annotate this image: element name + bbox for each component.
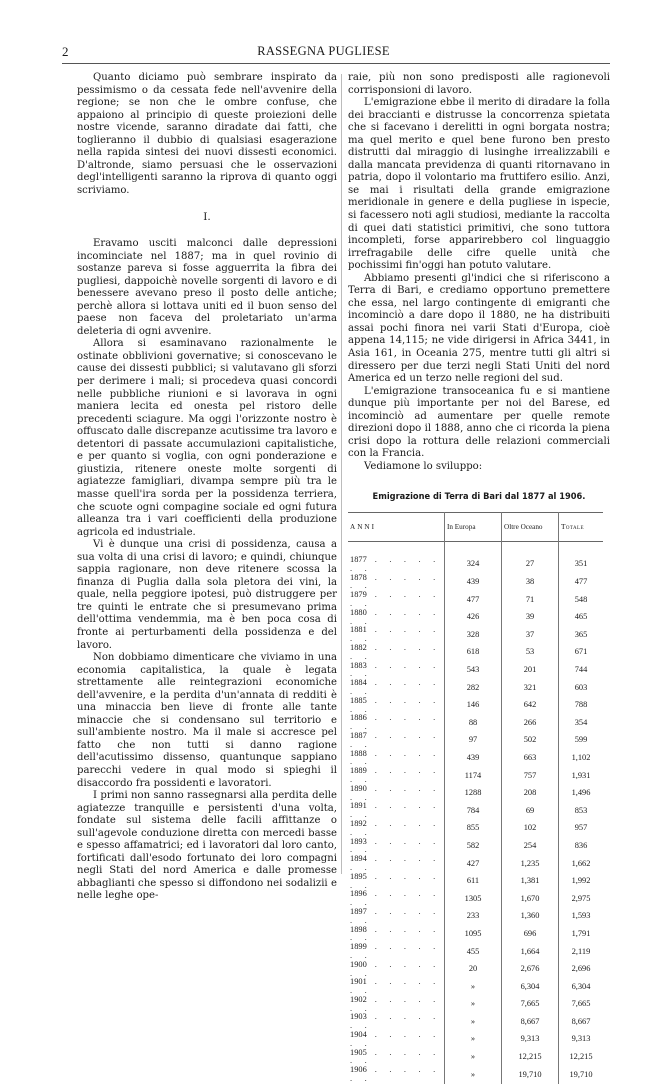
running-title: RASSEGNA PUGLIESE [257,44,390,58]
leader-dots: . . . . . . . [350,924,441,943]
cell-in-europa: 146 [445,697,502,715]
year-value: 1879 [350,590,367,600]
leader-dots: . . . . . . . [350,678,441,696]
leader-dots: . . . . . . . [350,871,441,890]
cell-oltre-oceano: 69 [502,802,559,820]
cell-in-europa: 439 [445,750,502,768]
cell-year [348,714,445,732]
leader-dots: . . . . . . . [350,590,441,609]
cell-oltre-oceano: 102 [502,820,559,838]
cell-in-europa: 1288 [445,785,502,803]
cell-in-europa: 20 [445,961,502,979]
cell-year [348,609,445,627]
table-row [348,1013,603,1031]
table-row [348,785,603,803]
table-row [348,978,603,996]
column-rule [341,74,342,874]
table-row [348,890,603,908]
cell-oltre-oceano: 757 [502,767,559,785]
paragraph: I primi non sanno rassegnarsi alla perdita delle agiatezze tranquille e persistenti d'una volta, fondate sul sistema delle facili affittanze o sull'agevole conduzione diretta con mercedi basse e spesso affamatrici; ed i lavoratori dal loro canto, fortificati dall'esodo fortunato dei loro compagni negli Stati del nord America e dalle promesse abbaglianti che spesso si diffondono nei sodalizii e nelle leghe ope- [77,790,337,902]
cell-year [348,1031,445,1049]
cell-year [348,767,445,785]
table-row [348,767,603,785]
year-value: 1885 [350,695,367,705]
cell-year [348,644,445,662]
year-value: 1889 [350,766,367,776]
leader-dots: . . . . . . . [350,555,441,573]
leader-dots: . . . . . . . [350,942,441,960]
cell-oltre-oceano: 1,235 [502,855,559,873]
cell-oltre-oceano: 254 [502,838,559,856]
table-row [348,873,603,891]
cell-in-europa: 427 [445,855,502,873]
page-number: 2 [62,44,69,59]
year-value: 1881 [350,625,367,635]
cell-totale: 465 [559,609,604,627]
year-value: 1886 [350,713,367,723]
cell-in-europa: » [445,1031,502,1049]
cell-totale: 354 [559,714,604,732]
cell-totale: 744 [559,662,604,680]
year-value: 1888 [350,748,367,758]
cell-in-europa: 439 [445,574,502,592]
header-totale: Totale [559,513,604,542]
cell-totale: 671 [559,644,604,662]
cell-year [348,574,445,592]
cell-totale: 9,313 [559,1031,604,1049]
cell-oltre-oceano: 1,670 [502,890,559,908]
cell-year [348,978,445,996]
cell-in-europa: 97 [445,732,502,750]
table-row [348,714,603,732]
table-row [348,574,603,592]
cell-year [348,697,445,715]
cell-in-europa: 282 [445,679,502,697]
cell-in-europa: 618 [445,644,502,662]
paragraph: Vi è dunque una crisi di possidenza, causa a sua volta di una crisi di lavoro; e quindi, chiunque sappia ragionare, non deve ritenere scossa la finanza di Puglia dalla sola pletora dei vini, la quale, nella peggiore ipotesi, può distruggere per tre quinti le entrate che si presumevano prima dell'ottima vendemmia, ma è ben poca cosa di fronte ai perturbamenti della possidenza e del lavoro. [77,539,337,651]
year-value: 1878 [350,572,367,582]
table-row [348,820,603,838]
cell-totale: 6,304 [559,978,604,996]
leader-dots: . . . . . . . [350,713,441,732]
cell-year [348,996,445,1014]
year-value: 1899 [350,942,367,952]
cell-in-europa: 1095 [445,926,502,944]
cell-oltre-oceano: 208 [502,785,559,803]
year-value: 1903 [350,1012,367,1022]
table-row [348,838,603,856]
cell-oltre-oceano: 8,667 [502,1013,559,1031]
year-value: 1906 [350,1065,367,1075]
cell-year [348,855,445,873]
year-value: 1883 [350,660,367,670]
cell-totale: 2,975 [559,890,604,908]
cell-oltre-oceano: 6,304 [502,978,559,996]
continuation-paragraph: raie, più non sono predisposti alle ragionevoli corrisponsioni di lavoro. [348,72,610,96]
cell-oltre-oceano: 663 [502,750,559,768]
leader-dots: . . . . . . . [350,748,441,767]
header-rule [62,63,610,64]
cell-year [348,961,445,979]
table-row [348,626,603,644]
leader-dots: . . . . . . . [350,854,441,872]
cell-in-europa: 426 [445,609,502,627]
paragraph: Non dobbiamo dimenticare che viviamo in una economia capitalistica, la quale è legata strettamente alle reintegrazioni economiche dell'avvenire, e la perdita d'un'annata di redditi è una minaccia ben lieve di fronte alle tante minaccie che si condensano sul territorio e sull'ambiente nostro. Ma il male si accresce pel fatto che non tutti si danno ragione dell'acutissimo dissenso, quantunque sappiano parecchi vedere in qual modo si spieghi il disaccordo fra possidenti e lavoratori. [77,652,337,789]
cell-in-europa: 1174 [445,767,502,785]
leader-dots: . . . . . . . [350,766,441,784]
leader-dots: . . . . . . . [350,572,441,591]
cell-year [348,838,445,856]
table-row [348,908,603,926]
cell-year [348,750,445,768]
cell-year [348,679,445,697]
year-value: 1893 [350,836,367,846]
cell-in-europa: » [445,1049,502,1067]
cell-totale: 836 [559,838,604,856]
year-value: 1901 [350,977,367,987]
cell-in-europa: 543 [445,662,502,680]
cell-year [348,820,445,838]
table-title: Emigrazione di Terra di Bari dal 1877 al 1906. [372,491,586,502]
cell-totale: 7,665 [559,996,604,1014]
leader-dots: . . . . . . . [350,695,441,714]
table-row [348,855,603,873]
emigration-table [348,512,603,1084]
year-value: 1894 [350,854,367,864]
leader-dots: . . . . . . . [350,643,441,661]
cell-year [348,626,445,644]
paragraph: Vediamone lo sviluppo: [364,460,483,472]
cell-oltre-oceano: 502 [502,732,559,750]
cell-totale: 1,992 [559,873,604,891]
cell-in-europa: 233 [445,908,502,926]
table-row [348,556,603,574]
table-row [348,961,603,979]
paragraph: Abbiamo presenti gl'indici che si riferiscono a Terra di Bari, e crediamo opportuno premettere che essa, nel largo contingente di emigranti che incominciò a dare dopo il 1880, ne ha distribuiti assai pochi finora nei varii Stati d'Europa, cioè appena 14,115; ne vide dirigersi in Africa 3441, in Asia 161, in Oceania 275, mentre tutti gli altri si diressero per due terzi negli Stati Uniti del nord America ed un terzo nelle regioni del sud. [348,272,610,385]
table-row [348,802,603,820]
leader-dots: . . . . . . . [350,959,441,978]
year-value: 1896 [350,889,367,899]
cell-oltre-oceano: 642 [502,697,559,715]
cell-year [348,1013,445,1031]
table-row [348,609,603,627]
cell-year [348,873,445,891]
cell-oltre-oceano: 201 [502,662,559,680]
cell-year [348,662,445,680]
paragraph: Eravamo usciti malconci dalle depressioni incominciate nel 1887; ma in quel rovinio di sostanze pareva si fosse agguerrita la fibra dei pugliesi, dappoichè novelle sorgenti di lavoro e di benessere avevano preso il posto delle antiche; perchè allora si lottava uniti ed il buon senso del paese non faceva del proletariato un'arma deleteria di ogni avvenire. [77,238,337,337]
year-value: 1884 [350,678,367,688]
leader-dots: . . . . . . . [350,818,441,837]
cell-oltre-oceano: 1,360 [502,908,559,926]
leader-dots: . . . . . . . [350,607,441,626]
year-value: 1877 [350,555,367,565]
cell-oltre-oceano: 38 [502,574,559,592]
cell-in-europa: 88 [445,714,502,732]
cell-oltre-oceano: 71 [502,591,559,609]
cell-in-europa: » [445,1066,502,1084]
cell-year [348,943,445,961]
cell-totale: 351 [559,556,604,574]
leader-dots: . . . . . . . [350,836,441,855]
cell-in-europa: 611 [445,873,502,891]
year-value: 1887 [350,730,367,740]
cell-totale: 19,710 [559,1066,604,1084]
year-value: 1880 [350,607,367,617]
leader-dots: . . . . . . . [350,1030,441,1048]
intro-paragraph: Quanto diciamo può sembrare inspirato da pessimismo o da cessata fede nell'avvenire della regione; se non che le ombre confuse, che appaiono al principio di queste proiezioni delle nostre vicende, saranno diradate dai fatti, che toglieranno il dubbio di qualsiasi esagerazione nella rapida sintesi dei nuovi dissesti economici. D'altronde, siamo persuasi che le osservazioni degl'intelligenti saranno la riprova di quanto oggi scriviamo. [77,72,337,196]
cell-totale: 8,667 [559,1013,604,1031]
cell-in-europa: 582 [445,838,502,856]
table-header-row [348,513,603,542]
year-value: 1898 [350,924,367,934]
table-body [348,542,603,1084]
table-row [348,1049,603,1067]
leader-dots: . . . . . . . [350,1047,441,1066]
cell-oltre-oceano: 696 [502,926,559,944]
cell-year [348,908,445,926]
cell-in-europa: 477 [445,591,502,609]
cell-in-europa: 328 [445,626,502,644]
cell-year [348,890,445,908]
cell-in-europa: 455 [445,943,502,961]
year-value: 1904 [350,1030,367,1040]
cell-year [348,785,445,803]
paragraph: Allora si esaminavano razionalmente le ostinate obblivioni governative; si conoscevano le cause dei dissesti pubblici; si valutavano gli sforzi per derimere i mali; si procedeva quasi concordi nelle pubbliche riunioni e si lavorava in ogni maniera lecita ed onesta pel ristoro delle precedenti sciagure. Ma oggi l'orizzonte nostro è offuscato dalle discrepanze acutissime tra lavoro e detentori di passate accumulazioni capitalistiche, e per quanto si voglia, con ogni ponderazione e giustizia, ritenere oneste molte sorgenti di agiatezze famigliari, divampa sempre più tra le masse quell'ira sorda per la possidenza terriera, che scuote ogni compagine sociale ed ogni futura alleanza tra i vari coefficienti della produzione agricola ed industriale. [77,338,337,538]
cell-in-europa: 855 [445,820,502,838]
cell-in-europa: » [445,978,502,996]
cell-totale: 957 [559,820,604,838]
left-column [77,72,337,903]
year-value: 1891 [350,801,367,811]
paragraph: L'emigrazione ebbe il merito di diradare la folla dei braccianti e distrusse la concorrenza spietata che si facevano i derelitti in ogni borgata nostra; ma quel merito e quel bene furono ben presto distrutti dal miraggio di lusinghe irrealizzabili e dalla mancata previdenza di quanti ritornavano in patria, dopo il volontario ma fruttifero esilio. Anzi, se mai i risultati della grande emigrazione meridionale in genere e della pugliese in ispecie, si facessero noti agli studiosi, mediante la raccolta di quei dati statistici primitivi, che sono tuttora incompleti, forse apparirebbero col linguaggio irrefragabile delle cifre quelle unità che pochissimi fin'oggi han potuto valutare. [348,97,610,272]
cell-year [348,591,445,609]
cell-in-europa: » [445,996,502,1014]
year-value: 1890 [350,783,367,793]
table-row [348,679,603,697]
cell-totale: 599 [559,732,604,750]
paragraph: L'emigrazione transoceanica fu e si mantiene dunque più importante per noi del Barese, ed incominciò ad aumentare per quelle remote direzioni dopo il 1888, anno che ci ricorda la piena crisi dopo la rottura delle relazioni commerciali con la Francia. [348,385,610,460]
leader-dots: . . . . . . . [350,906,441,925]
cell-oltre-oceano: 53 [502,644,559,662]
cell-totale: 1,496 [559,785,604,803]
cell-in-europa: 324 [445,556,502,574]
cell-oltre-oceano: 37 [502,626,559,644]
table-row [348,697,603,715]
leader-dots: . . . . . . . [350,1065,441,1084]
cell-totale: 853 [559,802,604,820]
cell-totale: 1,593 [559,908,604,926]
cell-oltre-oceano: 27 [502,556,559,574]
cell-totale: 1,791 [559,926,604,944]
section-number: I. [203,211,211,224]
leader-dots: . . . . . . . [350,783,441,802]
cell-totale: 2,119 [559,943,604,961]
year-value: 1882 [350,643,367,653]
year-value: 1897 [350,906,367,916]
cell-year [348,926,445,944]
cell-in-europa: » [445,1013,502,1031]
cell-totale: 2,696 [559,961,604,979]
year-value: 1892 [350,818,367,828]
cell-oltre-oceano: 12,215 [502,1049,559,1067]
cell-oltre-oceano: 2,676 [502,961,559,979]
leader-dots: . . . . . . . [350,1012,441,1031]
table-row [348,943,603,961]
year-value: 1905 [350,1047,367,1057]
cell-oltre-oceano: 7,665 [502,996,559,1014]
cell-year [348,1066,445,1084]
leader-dots: . . . . . . . [350,801,441,820]
leader-dots: . . . . . . . [350,660,441,679]
cell-in-europa: 1305 [445,890,502,908]
cell-oltre-oceano: 9,313 [502,1031,559,1049]
cell-year [348,1049,445,1067]
cell-oltre-oceano: 321 [502,679,559,697]
leader-dots: . . . . . . . [350,994,441,1013]
cell-year [348,732,445,750]
right-column [348,72,610,1084]
table-row [348,1066,603,1084]
leader-dots: . . . . . . . [350,625,441,644]
year-value: 1895 [350,871,367,881]
cell-year [348,802,445,820]
cell-oltre-oceano: 1,381 [502,873,559,891]
cell-totale: 1,931 [559,767,604,785]
table-row [348,926,603,944]
table-row [348,996,603,1014]
header-anni: ANNI [350,522,376,531]
year-value: 1902 [350,994,367,1004]
leader-dots: . . . . . . . [350,977,441,996]
cell-totale: 365 [559,626,604,644]
cell-oltre-oceano: 266 [502,714,559,732]
table-row [348,750,603,768]
cell-totale: 603 [559,679,604,697]
table-row [348,644,603,662]
table-row [348,662,603,680]
cell-oltre-oceano: 19,710 [502,1066,559,1084]
cell-oltre-oceano: 39 [502,609,559,627]
table-row [348,591,603,609]
leader-dots: . . . . . . . [350,730,441,749]
cell-year [348,556,445,574]
cell-totale: 788 [559,697,604,715]
cell-totale: 1,662 [559,855,604,873]
year-value: 1900 [350,959,367,969]
cell-totale: 477 [559,574,604,592]
cell-in-europa: 784 [445,802,502,820]
leader-dots: . . . . . . . [350,889,441,908]
table-row [348,1031,603,1049]
header-in-europa: In Europa [445,513,502,542]
header-oltre-oceano: Oltre Oceano [502,513,559,542]
cell-oltre-oceano: 1,664 [502,943,559,961]
table-row [348,732,603,750]
cell-totale: 12,215 [559,1049,604,1067]
cell-totale: 548 [559,591,604,609]
cell-totale: 1,102 [559,750,604,768]
spacer-row [348,542,603,557]
